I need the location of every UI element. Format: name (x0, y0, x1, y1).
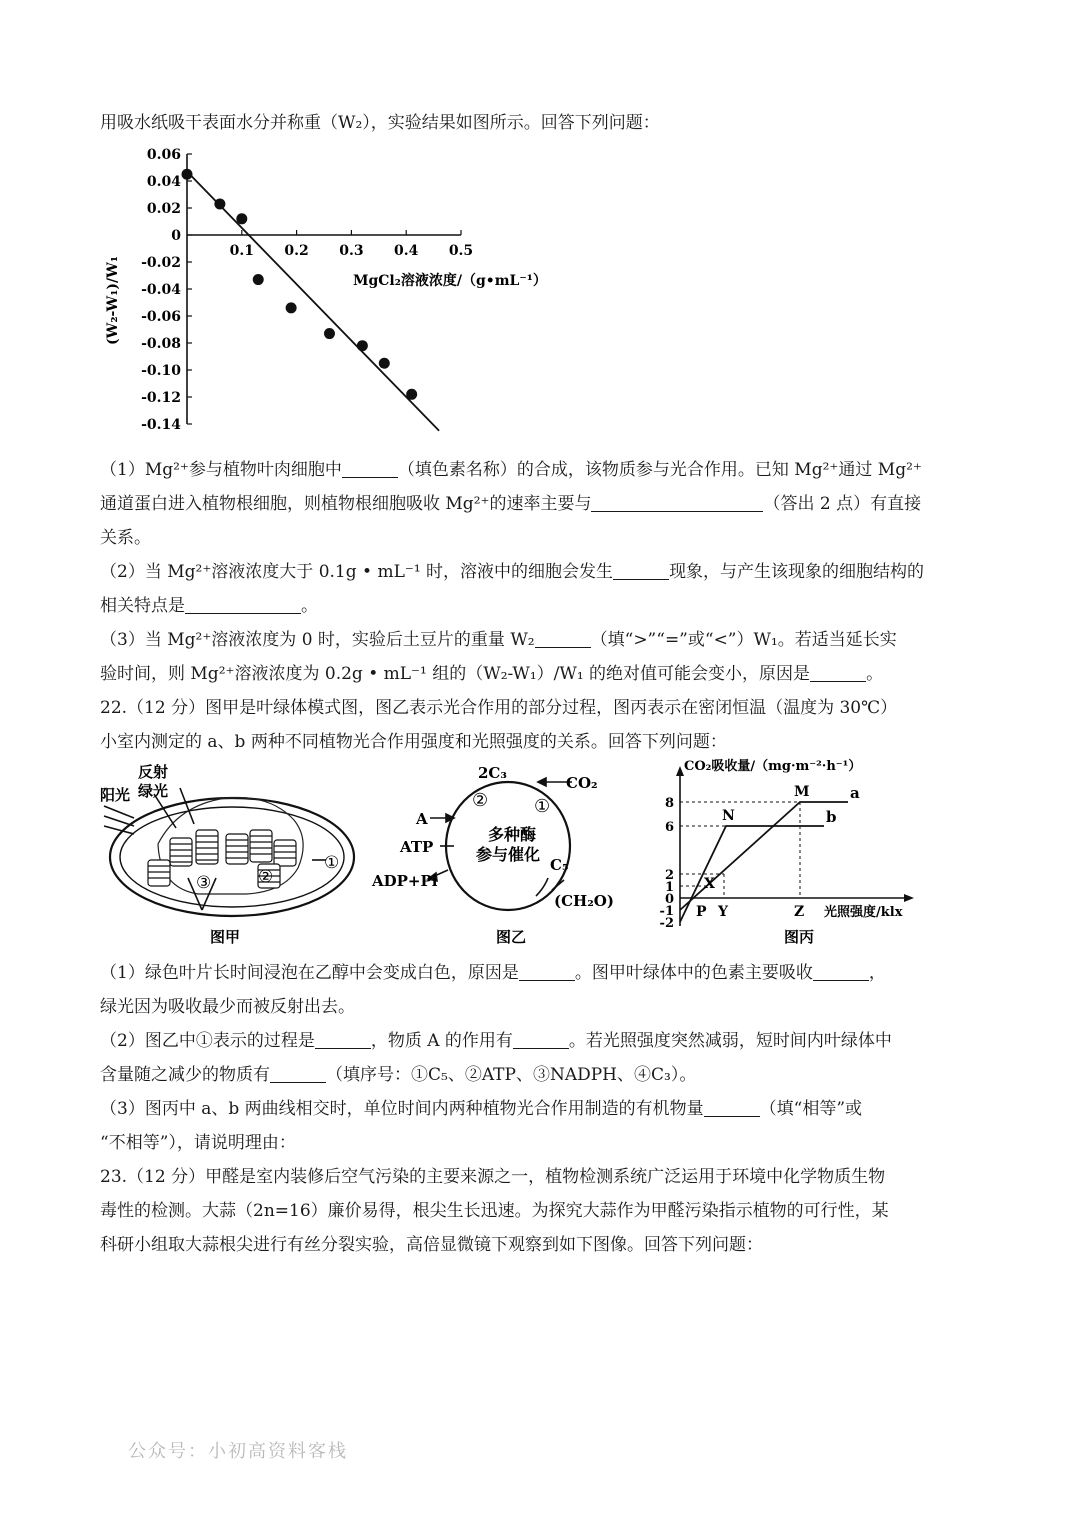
marker-2: ② (472, 790, 489, 811)
label-atp: ATP (400, 838, 434, 856)
mgcl2-chart (95, 140, 565, 440)
q21-part1-line3: 关系。 (100, 528, 151, 548)
y-tick-label: -0.04 (141, 282, 181, 298)
x-tick-label: 0.3 (339, 243, 364, 259)
x-tick-labels (230, 243, 474, 259)
trend-line (187, 172, 439, 431)
footer-watermark: 公众号：小初高资料客栈 (128, 1441, 348, 1462)
y-tick-label: -0.10 (141, 363, 181, 379)
answer-blank (270, 1066, 326, 1083)
y-tick-label: 2 (664, 868, 674, 883)
q21-part3-line2: 验时间，则 Mg²⁺溶液浓度为 0.2g • mL⁻¹ 组的（W₂-W₁）/W₁ 的绝对值可能会变小，原因是 。 (100, 664, 884, 684)
y-tick-label: -1 (659, 904, 674, 919)
y-tick-label: -0.14 (141, 417, 181, 433)
q21-part1-line2: 通道蛋白进入植物根细胞，则植物根细胞吸收 Mg²⁺的速率主要与 （答出 2 点）有直接 (100, 494, 922, 514)
x-tick-label: 0.1 (229, 243, 254, 259)
y-tick-label: 0.04 (146, 174, 181, 190)
q21-part2-line2: 相关特点是 。 (100, 596, 318, 616)
point-label: N (722, 808, 735, 824)
q22-stem-line1: 22.（12 分）图甲是叶绿体模式图，图乙表示光合作用的部分过程，图丙表示在密闭恒温（温度为 30℃） (100, 698, 898, 718)
point-label: Z (794, 904, 805, 920)
y-tick-label: -2 (659, 916, 674, 931)
y-tick-label: -0.02 (141, 255, 181, 271)
q21-part1-line1: （1）Mg²⁺参与植物叶肉细胞中 （填色素名称）的合成，该物质参与光合作用。已知 Mg²⁺通过 Mg²⁺ (100, 460, 922, 480)
q22-part2-line1: （2）图乙中①表示的过程是 ，物质 A 的作用有 。若光照强度突然减弱，短时间内叶绿体中 (100, 1031, 892, 1051)
answer-blank (513, 1032, 569, 1049)
y-tick-label: 0.06 (146, 147, 181, 163)
data-point (286, 302, 297, 313)
label-reflect-1: 反射 (138, 763, 169, 781)
q22-part3-line2: “不相等”），请说明理由： (100, 1133, 296, 1153)
label-adp-pi: ADP+Pi (372, 872, 438, 890)
marker-1: ① (324, 853, 340, 873)
label-c5: C₅ (550, 856, 569, 874)
q21-part2-line1: （2）当 Mg²⁺溶液浓度大于 0.1g • mL⁻¹ 时，溶液中的细胞会发生 现象，与产生该现象的细胞结构的 (100, 562, 925, 582)
y-tick-label: 0 (171, 228, 181, 244)
answer-blank (185, 597, 301, 614)
x-tick-label: 0.5 (448, 243, 474, 259)
figure-caption-yi: 图乙 (496, 928, 527, 946)
label-co2: CO₂ (566, 774, 598, 792)
x-tick-label: 0.2 (284, 243, 309, 259)
label-enzyme-2: 参与催化 (476, 845, 541, 864)
data-point (379, 358, 390, 369)
figure-bing-light-response (640, 756, 940, 948)
label-sunlight: 阳光 (100, 786, 131, 804)
y-tick-labels (141, 147, 181, 433)
intro-line: 用吸水纸吸干表面水分并称重（W₂），实验结果如图所示。回答下列问题： (100, 113, 660, 133)
answer-blank (519, 964, 575, 981)
q23-line2: 毒性的检测。大蒜（2n=16）廉价易得，根尖生长迅速。为探究大蒜作为甲醛污染指示植物的可行性，某 (100, 1201, 889, 1221)
answer-blank (813, 964, 869, 981)
figure-jia-chloroplast (98, 760, 360, 948)
q22-part1-line2: 绿光因为吸收最少而被反射出去。 (100, 997, 355, 1017)
marker-2: ② (258, 867, 274, 887)
y-arrow (676, 766, 684, 776)
answer-blank (591, 495, 763, 512)
x-tick-label: 0.4 (394, 243, 419, 259)
data-point (214, 198, 225, 209)
y-axis-label: (W₂-W₁)/W₁ (105, 256, 121, 345)
answer-blank (342, 461, 398, 478)
marker-3: ③ (196, 873, 212, 893)
answer-blank (810, 665, 866, 682)
figure-yi-calvin-cycle (368, 760, 630, 948)
y-tick-label: 6 (664, 820, 674, 835)
y-tick-labels (660, 796, 674, 931)
y-tick-label: -0.12 (141, 390, 181, 406)
label-ch2o: (CH₂O) (554, 892, 614, 910)
q23-line3: 科研小组取大蒜根尖进行有丝分裂实验，高倍显微镜下观察到如下图像。回答下列问题： (100, 1235, 763, 1255)
answer-blank (315, 1032, 371, 1049)
curve-b-label: b (826, 808, 837, 826)
q22-part3-line1: （3）图丙中 a、b 两曲线相交时，单位时间内两种植物光合作用制造的有机物量 （填“相等”或 (100, 1099, 863, 1119)
curve-a-label: a (850, 784, 860, 802)
point-label: M (794, 784, 810, 800)
label-a: A (416, 810, 428, 828)
y-axis-label: CO₂吸收量/（mg·m⁻²·h⁻¹） (684, 759, 862, 774)
y-tick-label: -0.06 (141, 309, 181, 325)
data-point (324, 328, 335, 339)
y-tick-label: 0 (664, 892, 674, 907)
answer-blank (613, 563, 669, 580)
x-axis-label: 光照强度/klx (824, 905, 903, 920)
y-tick-label: 1 (664, 880, 674, 895)
q22-part2-line2: 含量随之减少的物质有 （填序号：①C₅、②ATP、③NADPH、④C₃）。 (100, 1065, 697, 1085)
point-label: P (696, 904, 707, 920)
q22-stem-line2: 小室内测定的 a、b 两种不同植物光合作用强度和光照强度的关系。回答下列问题： (100, 732, 727, 752)
answer-blank (704, 1100, 760, 1117)
q22-part1-line1: （1）绿色叶片长时间浸泡在乙醇中会变成白色，原因是 。图甲叶绿体中的色素主要吸收 ， (100, 963, 886, 983)
chart-axes (187, 154, 461, 424)
y-tick-label: -0.08 (141, 336, 181, 352)
label-enzyme-1: 多种酶 (488, 825, 537, 844)
figure-caption-jia: 图甲 (210, 928, 241, 946)
q21-part3-line1: （3）当 Mg²⁺溶液浓度为 0 时，实验后土豆片的重量 W₂ （填“>”“=”或“<”）W₁。若适当延长实 (100, 630, 897, 650)
answer-blank (535, 631, 591, 648)
trend-line (187, 172, 439, 431)
x-arrow (904, 894, 914, 902)
data-point (253, 274, 264, 285)
x-axis-label: MgCl₂溶液浓度/（g•mL⁻¹） (353, 273, 547, 289)
q23-line1: 23.（12 分）甲醛是室内装修后空气污染的主要来源之一，植物检测系统广泛运用于环境中化学物质生物 (100, 1167, 886, 1187)
y-tick-label: 0.02 (146, 201, 181, 217)
figure-caption-bing: 图丙 (784, 928, 815, 946)
label-reflect-2: 绿光 (138, 782, 169, 800)
curve-a (680, 802, 848, 910)
data-point (357, 340, 368, 351)
marker-1: ① (534, 796, 551, 817)
point-label: X (704, 876, 715, 892)
point-label: Y (718, 904, 728, 920)
y-tick-label: 8 (664, 796, 674, 811)
label-2c3: 2C₃ (478, 764, 507, 782)
